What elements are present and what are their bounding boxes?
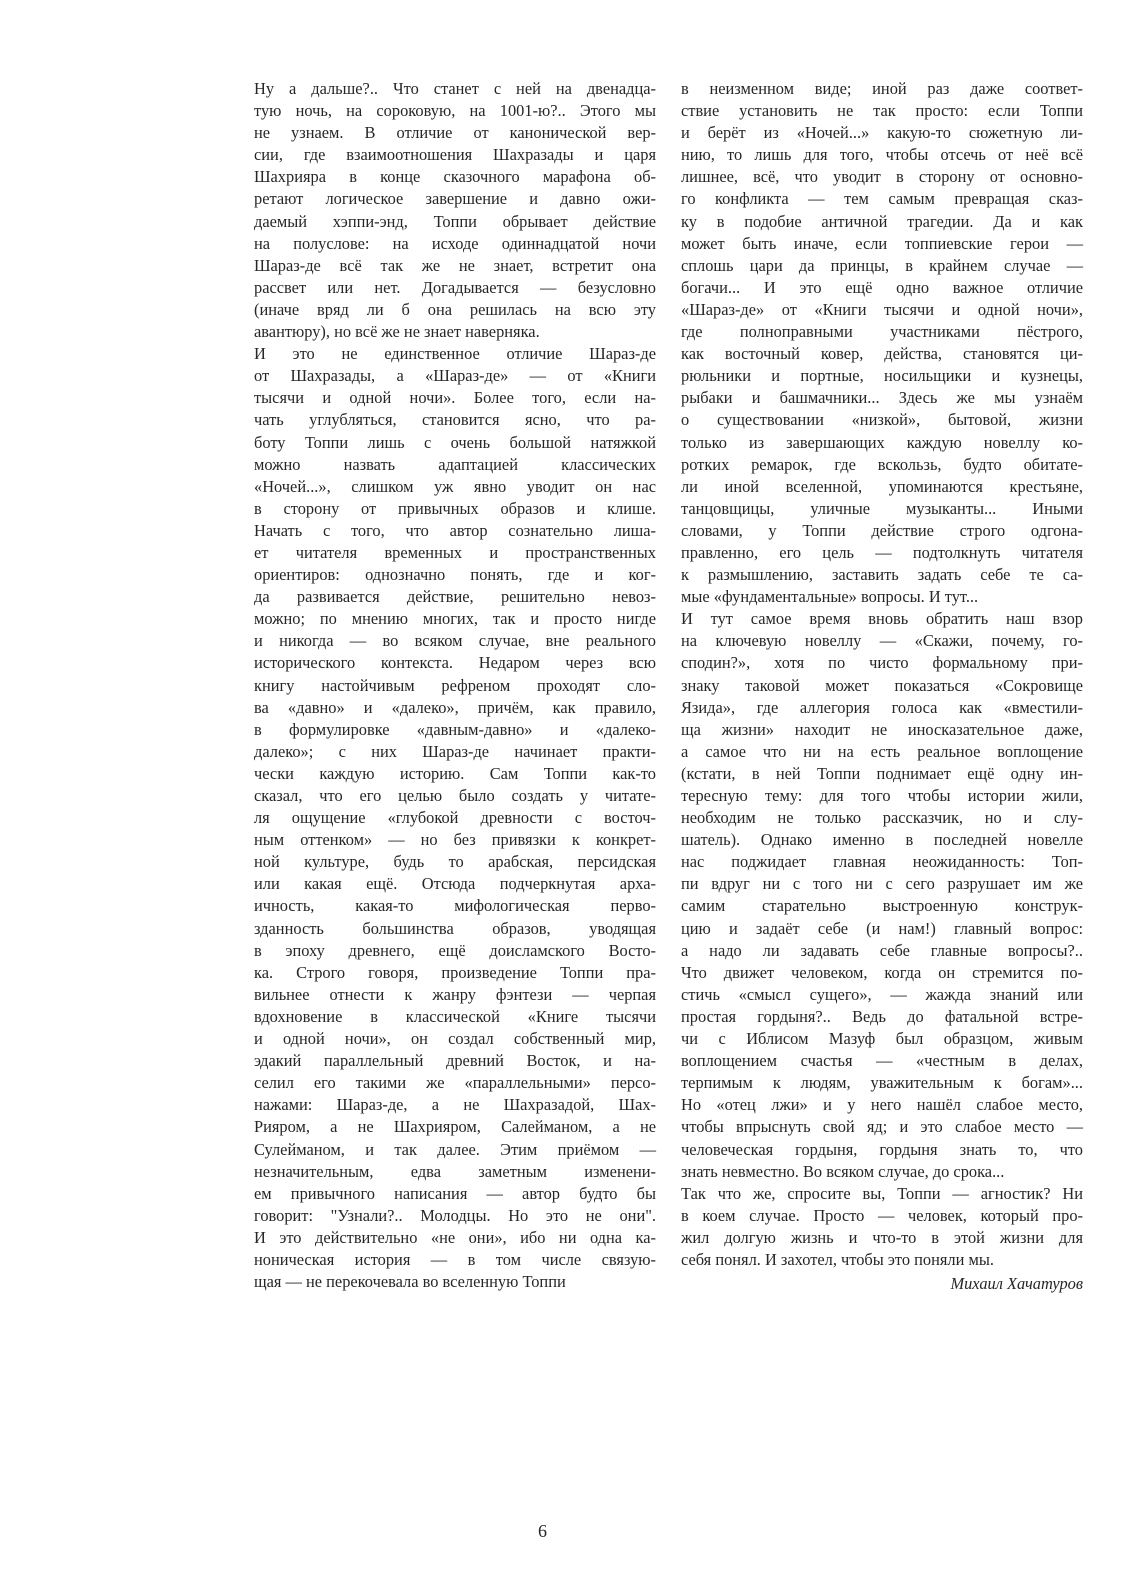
text-line: можно; по мнению многих, так и просто нигде bbox=[254, 609, 656, 629]
text-line: Сулейманом, и так далее. Этим приёмом — bbox=[254, 1139, 656, 1159]
text-line: сплошь цари да принцы, в крайнем случае — bbox=[681, 255, 1083, 275]
text-line: Начать с того, что автор сознательно лиша- bbox=[254, 520, 656, 540]
text-line: на полуслове: на исходе одиннадцатой ночи bbox=[254, 233, 656, 253]
text-line: щая — не перекочевала во вселенную Топпи bbox=[254, 1272, 566, 1292]
text-line: говорит: "Узнали?.. Молодцы. Но это не они". bbox=[254, 1205, 656, 1225]
text-line: чтобы впрыснуть свой яд; и это слабое место — bbox=[681, 1117, 1083, 1137]
text-line: ет читателя временных и пространственных bbox=[254, 542, 656, 562]
text-line: может быть иначе, если топпиевские герои — bbox=[681, 233, 1083, 253]
text-line: в коем случае. Просто — человек, который про- bbox=[681, 1205, 1083, 1225]
text-line: воплощением счастья — «честным в делах, bbox=[681, 1051, 1083, 1071]
text-line: жил долгую жизнь и что-то в этой жизни для bbox=[681, 1227, 1083, 1247]
text-line: как восточный ковер, действа, становятся ци- bbox=[681, 344, 1083, 364]
text-line: себя понял. И захотел, чтобы это поняли мы. bbox=[681, 1249, 994, 1269]
text-line: тую ночь, на сороковую, на 1001-ю?.. Этого мы bbox=[254, 101, 656, 121]
text-line: танцовщицы, уличные музыканты... Иными bbox=[681, 498, 1083, 518]
text-line: авантюру), но всё же не знает наверняка. bbox=[254, 322, 540, 342]
text-line: ным оттенком» — но без привязки к конкрет- bbox=[254, 830, 656, 850]
text-line: нас поджидает главная неожиданность: Топ- bbox=[681, 852, 1083, 872]
text-line: в сторону от привычных образов и клише. bbox=[254, 498, 656, 518]
text-line: в неизменном виде; иной раз даже соответ- bbox=[681, 79, 1083, 98]
text-line: о существовании «низкой», бытовой, жизни bbox=[681, 410, 1083, 430]
text-line: чи с Иблисом Мазуф был образцом, живым bbox=[681, 1029, 1083, 1049]
text-line: ротких ремарок, где вскользь, будто обитате- bbox=[681, 454, 1083, 474]
text-line: ретают логическое завершение и давно ожи- bbox=[254, 189, 656, 209]
text-line: (кстати, в ней Топпи поднимает ещё одну ин- bbox=[681, 763, 1083, 783]
text-line: ем привычного написания — автор будто бы bbox=[254, 1183, 656, 1203]
text-line: знать невместно. Во всяком случае, до срока... bbox=[681, 1161, 1005, 1181]
text-line: ща жизни» находит не иносказательное даже, bbox=[681, 719, 1083, 739]
text-line: ка. Строго говоря, произведение Топпи пра- bbox=[254, 962, 656, 982]
text-line: боту Топпи лишь с очень большой натяжкой bbox=[254, 432, 656, 452]
text-line: рюльники и портные, носильщики и кузнецы, bbox=[681, 366, 1083, 386]
text-line: сказал, что его целью было создать у читате- bbox=[254, 786, 656, 805]
text-line: и одной ночи», он создал собственный мир, bbox=[254, 1029, 656, 1049]
text-line: И это не единственное отличие Шараз-де bbox=[254, 344, 656, 364]
text-line: далеко»; с них Шараз-де начинает практи- bbox=[254, 741, 656, 761]
text-line: сии, где взаимоотношения Шахразады и царя bbox=[254, 145, 656, 165]
text-line: Что движет человеком, когда он стремится по- bbox=[681, 962, 1083, 982]
text-line: лишнее, всё, что уводит в сторону от основно- bbox=[681, 167, 1083, 187]
text-line: нажами: Шараз-де, а не Шахразадой, Шах- bbox=[254, 1095, 656, 1115]
text-line: Так что же, спросите вы, Топпи — агностик? Ни bbox=[681, 1183, 1083, 1203]
text-line: знаку таковой может показаться «Сокровище bbox=[681, 675, 1083, 695]
text-line: а самое что ни на есть реальное воплощение bbox=[681, 741, 1083, 761]
text-line: Но «отец лжи» и у него нашёл слабое место, bbox=[681, 1095, 1083, 1115]
text-line: (иначе вряд ли б она решилась на всю эту bbox=[254, 299, 656, 319]
text-line: ля ощущение «глубокой древности с восточ- bbox=[254, 808, 656, 828]
text-line: в эпоху древнего, ещё доисламского Восто- bbox=[254, 940, 656, 960]
text-line: стичь «смысл сущего», — жажда знаний или bbox=[681, 984, 1083, 1004]
text-line: и берёт из «Ночей...» какую-то сюжетную ли- bbox=[681, 123, 1083, 143]
text-line: «Ночей...», слишком уж явно уводит он нас bbox=[254, 476, 656, 496]
right-column bbox=[681, 78, 1083, 1295]
text-line: чески каждую историю. Сам Топпи как-то bbox=[254, 763, 656, 783]
text-line: чать углубляться, становится ясно, что ра- bbox=[254, 410, 656, 430]
text-line: тысячи и одной ночи». Более того, если на- bbox=[254, 388, 656, 408]
text-line: Ну а дальше?.. Что станет с ней на двенадца- bbox=[254, 79, 656, 98]
text-line: Язида», где аллегория голоса как «вместили- bbox=[681, 697, 1083, 717]
text-line: простая гордыня?.. Ведь до фатальной встре- bbox=[681, 1006, 1083, 1026]
text-line: ориентиров: однозначно понять, где и ког- bbox=[254, 565, 656, 585]
text-line: сподин?», хотя по чисто формальному при- bbox=[681, 653, 1083, 673]
text-line: И тут самое время вновь обратить наш взор bbox=[681, 609, 1083, 629]
text-line: «Шараз-де» от «Книги тысячи и одной ночи», bbox=[681, 299, 1083, 319]
text-line: селил его такими же «параллельными» персо- bbox=[254, 1073, 656, 1093]
text-line: в формулировке «давным-давно» и «далеко- bbox=[254, 719, 656, 739]
text-line: го конфликта — тем самым превращая сказ- bbox=[681, 189, 1083, 209]
text-line: человеческая гордыня, гордыня знать то, что bbox=[681, 1139, 1083, 1159]
text-line: богачи... И это ещё одно важное отличие bbox=[681, 277, 1083, 297]
author-signature: Михаил Хачатуров bbox=[950, 1274, 1083, 1294]
text-line: рассвет или нет. Догадывается — безусловно bbox=[254, 277, 656, 297]
text-line: незначительным, едва заметным изменени- bbox=[254, 1161, 656, 1181]
text-line: ноническая история — в том числе связую- bbox=[254, 1249, 656, 1269]
text-line: шатель). Однако именно в последней новелле bbox=[681, 830, 1083, 850]
text-line: Шараз-де всё так же не знает, встретит она bbox=[254, 255, 656, 275]
text-line: зданность большинства образов, уводящая bbox=[254, 918, 656, 938]
text-line: от Шахразады, а «Шараз-де» — от «Книги bbox=[254, 366, 656, 386]
text-line: ичность, какая-то мифологическая перво- bbox=[254, 896, 656, 916]
text-line: на ключевую новеллу — «Скажи, почему, го- bbox=[681, 631, 1083, 651]
text-line: ку в подобие античной трагедии. Да и как bbox=[681, 211, 1083, 231]
text-line: терпимым к людям, уважительным к богам»... bbox=[681, 1073, 1083, 1093]
text-line: а надо ли задавать себе главные вопросы?.. bbox=[681, 940, 1083, 960]
text-line: Шахрияра в конце сказочного марафона об- bbox=[254, 167, 656, 187]
text-line: только из завершающих каждую новеллу ко- bbox=[681, 432, 1083, 452]
text-line: ной культуре, будь то арабская, персидская bbox=[254, 852, 656, 872]
text-line: ва «давно» и «далеко», причём, как правило, bbox=[254, 697, 656, 717]
text-line: книгу настойчивым рефреном проходят сло- bbox=[254, 675, 656, 695]
text-line: пи вдруг ни с того ни с сего разрушает им же bbox=[681, 874, 1083, 894]
text-line: И это действительно «не они», ибо ни одна ка- bbox=[254, 1227, 656, 1247]
page-number: 6 bbox=[538, 1521, 547, 1541]
text-line: самим старательно выстроенную конструк- bbox=[681, 896, 1083, 916]
text-line: вильнее отнести к жанру фэнтези — черпая bbox=[254, 984, 656, 1004]
text-line: даемый хэппи-энд, Топпи обрывает действие bbox=[254, 211, 656, 231]
text-line: где полноправными участниками пёстрого, bbox=[681, 322, 1083, 342]
text-line: к размышлению, заставить задать себе те са- bbox=[681, 565, 1083, 585]
text-line: необходим не только рассказчик, но и слу- bbox=[681, 808, 1083, 828]
text-line: и никогда — во всяком случае, вне реального bbox=[254, 631, 656, 651]
text-line: рыбаки и башмачники... Здесь же мы узнаём bbox=[681, 388, 1083, 408]
text-line: ствие установить не так просто: если Топпи bbox=[681, 101, 1083, 121]
text-line: да развивается действие, решительно невоз- bbox=[254, 587, 656, 607]
text-line: исторического контекста. Недаром через всю bbox=[254, 653, 656, 673]
text-line: эдакий параллельный древний Восток, и на- bbox=[254, 1051, 656, 1071]
text-line: нию, то лишь для того, чтобы отсечь от неё всё bbox=[681, 145, 1083, 165]
text-line: не узнаем. В отличие от канонической вер- bbox=[254, 123, 656, 143]
text-line: ли иной вселенной, упоминаются крестьяне, bbox=[681, 476, 1083, 496]
text-line: правленно, его цель — подтолкнуть читателя bbox=[681, 542, 1083, 562]
text-line: Рияром, а не Шахрияром, Салейманом, а не bbox=[254, 1117, 656, 1137]
left-column bbox=[254, 78, 656, 1293]
text-line: вдохновение в классической «Книге тысячи bbox=[254, 1006, 656, 1026]
text-line: или какая ещё. Отсюда подчеркнутая арха- bbox=[254, 874, 656, 894]
text-line: словами, у Топпи действие строго одгона- bbox=[681, 520, 1083, 540]
text-line: можно назвать адаптацией классических bbox=[254, 454, 656, 474]
text-line: мые «фундаментальные» вопросы. И тут... bbox=[681, 587, 979, 607]
text-line: цию и задаёт себе (и нам!) главный вопрос: bbox=[681, 918, 1083, 938]
text-line: тересную тему: для того чтобы истории жили, bbox=[681, 786, 1083, 805]
